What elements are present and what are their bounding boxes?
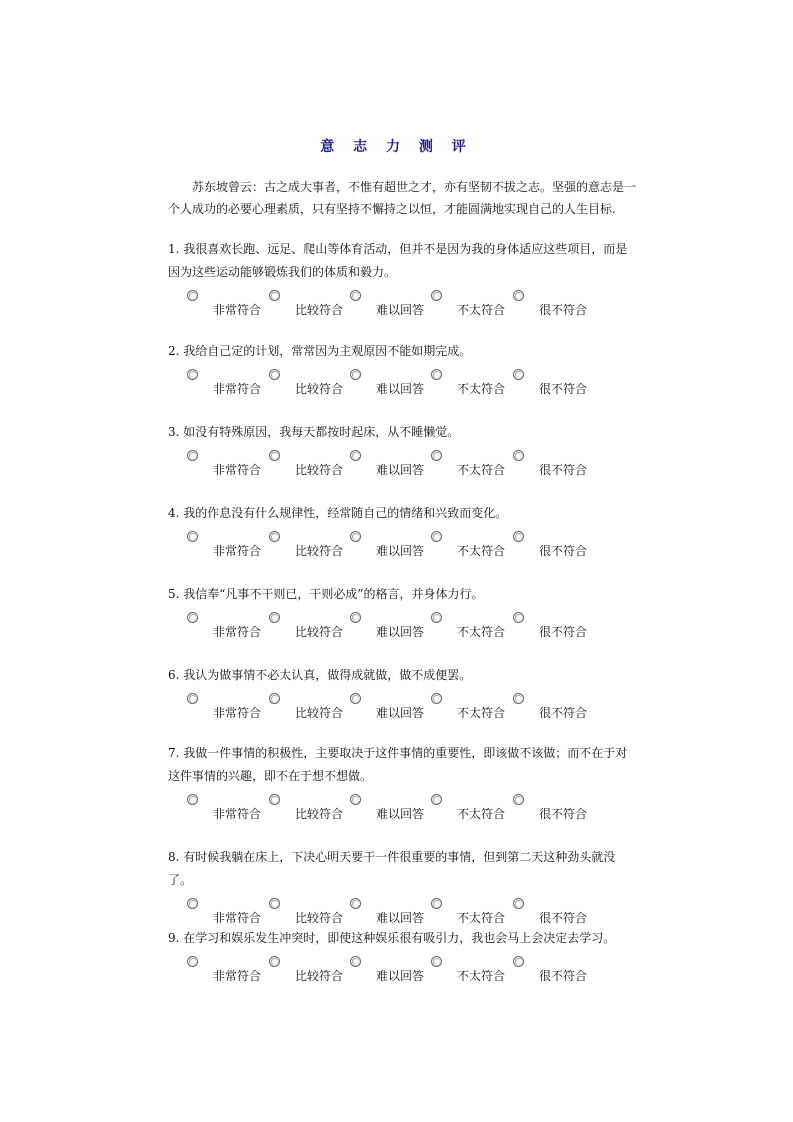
radio-button-icon[interactable] xyxy=(269,450,280,461)
option-label: 比较符合 xyxy=(295,706,344,720)
option-label: 难以回答 xyxy=(376,382,425,396)
option-label: 不太符合 xyxy=(457,706,506,720)
option-label: 不太符合 xyxy=(457,303,506,317)
option-label: 难以回答 xyxy=(376,303,425,317)
radio-button-icon[interactable] xyxy=(431,531,442,542)
radio-button-icon[interactable] xyxy=(269,531,280,542)
radio-button-icon[interactable] xyxy=(350,612,361,623)
radio-button-icon[interactable] xyxy=(431,693,442,704)
question-4 xyxy=(168,502,638,557)
question-7 xyxy=(168,742,638,820)
radio-button-icon[interactable] xyxy=(350,531,361,542)
radio-button-icon[interactable] xyxy=(513,369,524,380)
option-label: 难以回答 xyxy=(376,463,425,477)
option-label: 不太符合 xyxy=(457,625,506,639)
radio-button-icon[interactable] xyxy=(269,794,280,805)
radio-button-icon[interactable] xyxy=(513,956,524,967)
radio-button-icon[interactable] xyxy=(187,794,198,805)
option-label: 很不符合 xyxy=(539,382,588,396)
radio-button-icon[interactable] xyxy=(187,956,198,967)
radio-button-icon[interactable] xyxy=(350,898,361,909)
question-text: 1. 我很喜欢长跑、远足、爬山等体育活动，但并不是因为我的身体适应这些项目，而是因为这些运动能够锻炼我们的体质和毅力。 xyxy=(168,242,628,279)
option-label: 不太符合 xyxy=(457,969,506,983)
option-label: 难以回答 xyxy=(376,969,425,983)
radio-button-icon[interactable] xyxy=(431,612,442,623)
question-3 xyxy=(168,421,638,476)
question-text: 8. 有时候我躺在床上，下决心明天要干一件很重要的事情，但到第二天这种劲头就没了。 xyxy=(168,850,616,887)
radio-button-icon[interactable] xyxy=(187,898,198,909)
radio-button-icon[interactable] xyxy=(269,369,280,380)
option-label: 非常符合 xyxy=(213,911,262,925)
radio-button-icon[interactable] xyxy=(269,956,280,967)
option-label: 很不符合 xyxy=(539,706,588,720)
option-label: 难以回答 xyxy=(376,807,425,821)
radio-button-icon[interactable] xyxy=(269,290,280,301)
radio-button-icon[interactable] xyxy=(187,290,198,301)
option-label: 比较符合 xyxy=(295,382,344,396)
option-label: 非常符合 xyxy=(213,303,262,317)
option-label: 不太符合 xyxy=(457,911,506,925)
question-text: 9. 在学习和娱乐发生冲突时，即使这种娱乐很有吸引力，我也会马上会决定去学习。 xyxy=(168,931,616,945)
intro-paragraph xyxy=(168,176,638,220)
answer-options xyxy=(168,693,638,719)
answer-options xyxy=(168,898,638,924)
radio-button-icon[interactable] xyxy=(431,794,442,805)
radio-button-icon[interactable] xyxy=(513,612,524,623)
option-label: 非常符合 xyxy=(213,706,262,720)
radio-button-icon[interactable] xyxy=(187,369,198,380)
option-label: 比较符合 xyxy=(295,911,344,925)
option-label: 很不符合 xyxy=(539,911,588,925)
option-label: 很不符合 xyxy=(539,463,588,477)
radio-button-icon[interactable] xyxy=(513,898,524,909)
question-6 xyxy=(168,664,638,719)
intro-text: 苏东坡曾云：古之成大事者，不惟有超世之才，亦有坚韧不拔之志。坚强的意志是一个人成功的必要心理素质，只有坚持不懈持之以恒，才能圆满地实现自己的人生目标. xyxy=(168,180,637,216)
question-text: 5. 我信奉“凡事不干则已，干则必成”的格言，并身体力行。 xyxy=(168,587,484,601)
radio-button-icon[interactable] xyxy=(187,693,198,704)
option-label: 不太符合 xyxy=(457,544,506,558)
option-label: 难以回答 xyxy=(376,911,425,925)
answer-options xyxy=(168,531,638,557)
question-text: 3. 如没有特殊原因，我每天都按时起床，从不睡懒觉。 xyxy=(168,425,460,439)
option-label: 很不符合 xyxy=(539,303,588,317)
option-label: 非常符合 xyxy=(213,463,262,477)
radio-button-icon[interactable] xyxy=(269,898,280,909)
option-label: 比较符合 xyxy=(295,807,344,821)
answer-options xyxy=(168,450,638,476)
option-label: 难以回答 xyxy=(376,544,425,558)
option-label: 非常符合 xyxy=(213,625,262,639)
option-label: 很不符合 xyxy=(539,969,588,983)
question-9 xyxy=(168,927,638,982)
answer-options xyxy=(168,369,638,395)
radio-button-icon[interactable] xyxy=(513,794,524,805)
radio-button-icon[interactable] xyxy=(431,956,442,967)
question-8 xyxy=(168,846,638,924)
option-label: 比较符合 xyxy=(295,969,344,983)
question-2 xyxy=(168,340,638,395)
radio-button-icon[interactable] xyxy=(269,612,280,623)
option-label: 不太符合 xyxy=(457,382,506,396)
answer-options xyxy=(168,612,638,638)
radio-button-icon[interactable] xyxy=(187,450,198,461)
option-label: 不太符合 xyxy=(457,463,506,477)
question-text: 4. 我的作息没有什么规律性，经常随自己的情绪和兴致而变化。 xyxy=(168,506,508,520)
option-label: 非常符合 xyxy=(213,969,262,983)
radio-button-icon[interactable] xyxy=(513,693,524,704)
radio-button-icon[interactable] xyxy=(431,290,442,301)
answer-options xyxy=(168,794,638,820)
radio-button-icon[interactable] xyxy=(431,898,442,909)
option-label: 非常符合 xyxy=(213,807,262,821)
option-label: 很不符合 xyxy=(539,807,588,821)
option-label: 不太符合 xyxy=(457,807,506,821)
question-text: 2. 我给自己定的计划，常常因为主观原因不能如期完成。 xyxy=(168,344,472,358)
radio-button-icon[interactable] xyxy=(350,693,361,704)
option-label: 非常符合 xyxy=(213,382,262,396)
radio-button-icon[interactable] xyxy=(350,956,361,967)
option-label: 难以回答 xyxy=(376,706,425,720)
radio-button-icon[interactable] xyxy=(350,369,361,380)
option-label: 很不符合 xyxy=(539,625,588,639)
radio-button-icon[interactable] xyxy=(431,450,442,461)
radio-button-icon[interactable] xyxy=(187,531,198,542)
radio-button-icon[interactable] xyxy=(431,369,442,380)
option-label: 比较符合 xyxy=(295,463,344,477)
option-label: 比较符合 xyxy=(295,303,344,317)
option-label: 非常符合 xyxy=(213,544,262,558)
radio-button-icon[interactable] xyxy=(269,693,280,704)
option-label: 比较符合 xyxy=(295,625,344,639)
option-label: 难以回答 xyxy=(376,625,425,639)
radio-button-icon[interactable] xyxy=(513,531,524,542)
answer-options xyxy=(168,290,638,316)
radio-button-icon[interactable] xyxy=(513,290,524,301)
radio-button-icon[interactable] xyxy=(187,612,198,623)
page-title: 意 志 力 测 评 xyxy=(320,139,473,155)
radio-button-icon[interactable] xyxy=(513,450,524,461)
radio-button-icon[interactable] xyxy=(350,290,361,301)
question-text: 6. 我认为做事情不必太认真，做得成就做，做不成便罢。 xyxy=(168,668,472,682)
question-5 xyxy=(168,583,638,638)
question-1 xyxy=(168,238,638,316)
option-label: 很不符合 xyxy=(539,544,588,558)
question-text: 7. 我做一件事情的积极性，主要取决于这件事情的重要性，即该做不该做；而不在于对这件事情的兴趣，即不在于想不想做。 xyxy=(168,746,628,783)
radio-button-icon[interactable] xyxy=(350,450,361,461)
answer-options xyxy=(168,956,638,982)
radio-button-icon[interactable] xyxy=(350,794,361,805)
option-label: 比较符合 xyxy=(295,544,344,558)
